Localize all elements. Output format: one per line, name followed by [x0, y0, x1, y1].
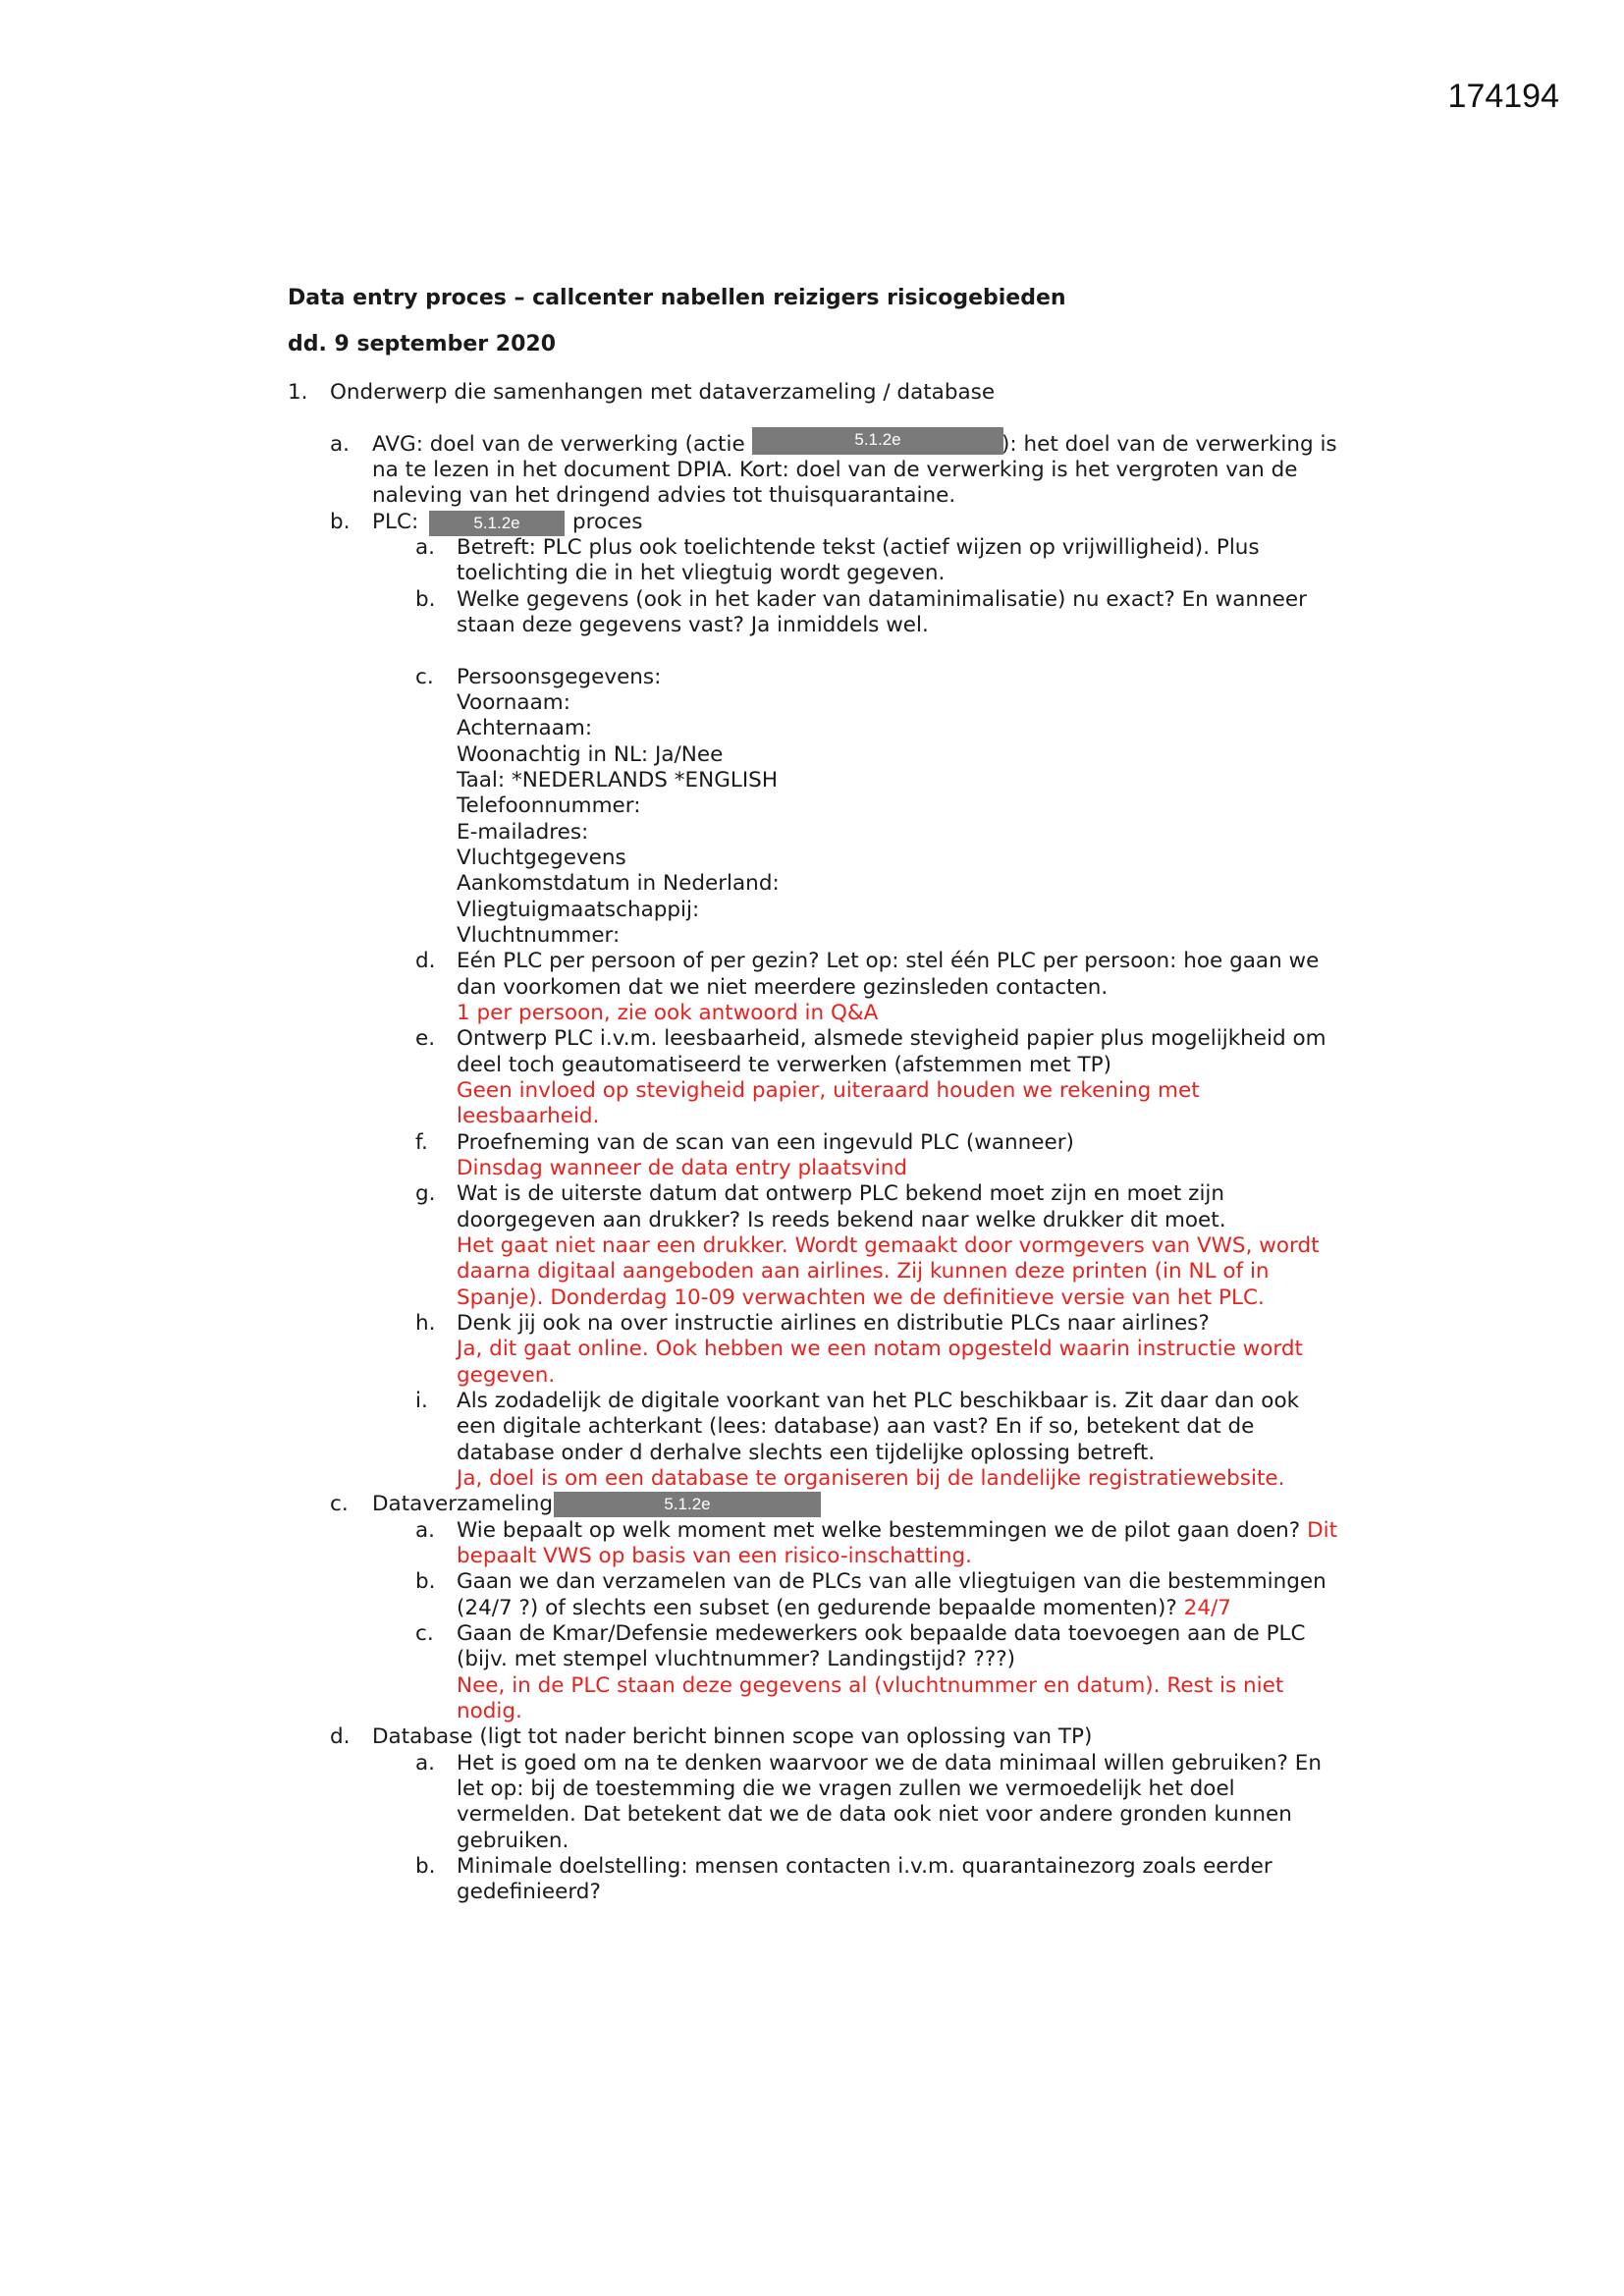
answer-text: 1 per persoon, zie ook antwoord in Q&A: [457, 1001, 879, 1025]
item-marker: d.: [330, 1724, 351, 1749]
subitem-text: Wat is de uiterste datum dat ontwerp PLC bekend moet zijn en moet zijn: [457, 1181, 1225, 1206]
subitem-text: staan deze gegevens vast? Ja inmiddels wel.: [457, 613, 929, 637]
subitem-text: Het is goed om na te denken waarvoor we de data minimaal willen gebruiken? En: [457, 1751, 1322, 1776]
subitem-text: let op: bij de toestemming die we vragen zullen we vermoedelijk het doel: [457, 1777, 1235, 1801]
answer-text: Dit: [1307, 1518, 1338, 1543]
subitem-text: Denk jij ook na over instructie airlines en distributie PLCs naar airlines?: [457, 1311, 1210, 1336]
answer-text: Ja, dit gaat online. Ook hebben we een notam opgesteld waarin instructie wordt: [457, 1337, 1303, 1361]
subitem-marker: a.: [415, 535, 436, 560]
answer-text: gegeven.: [457, 1363, 556, 1388]
subitem-marker: a.: [415, 1751, 436, 1776]
document-date: dd. 9 september 2020: [288, 332, 557, 356]
field-label: Woonachtig in NL: Ja/Nee: [457, 742, 724, 767]
redaction-box: 5.1.2e: [429, 511, 565, 536]
subitem-text: vermelden. Dat betekent dat we de data ook niet voor andere gronden kunnen: [457, 1802, 1292, 1827]
field-label: Taal: *NEDERLANDS *ENGLISH: [457, 768, 778, 793]
answer-text: bepaalt VWS op basis van een risico-inschatting.: [457, 1544, 972, 1568]
field-label: E-mailadres:: [457, 820, 589, 845]
redaction-box: 5.1.2e: [554, 1492, 821, 1517]
subitem-text: (24/7 ?) of slechts een subset (en gedurende bepaalde momenten)? 24/7: [457, 1596, 1231, 1620]
subitem-text: Welke gegevens (ook in het kader van dataminimalisatie) nu exact? En wanneer: [457, 587, 1307, 612]
subitem-text: een digitale achterkant (lees: database) aan vast? En if so, betekent dat de: [457, 1414, 1255, 1439]
answer-text: Ja, doel is om een database te organiseren bij de landelijke registratiewebsite.: [457, 1466, 1285, 1491]
subitem-text: gebruiken.: [457, 1829, 569, 1853]
field-label: Aankomstdatum in Nederland:: [457, 871, 780, 896]
item-c-text: Dataverzameling: [372, 1492, 553, 1516]
subitem-marker: c.: [415, 1621, 434, 1646]
subitem-text: Wie bepaalt op welk moment met welke bestemmingen we de pilot gaan doen? Dit: [457, 1518, 1338, 1543]
item-marker: b.: [330, 510, 351, 534]
item-a-text-1b: ): het doel van de verwerking is: [1001, 432, 1337, 457]
answer-text: Het gaat niet naar een drukker. Wordt gemaakt door vormgevers van VWS, wordt: [457, 1233, 1320, 1258]
subitem-marker: b.: [415, 1569, 436, 1594]
section-heading: Onderwerp die samenhangen met dataverzameling / database: [330, 380, 996, 405]
subitem-marker: b.: [415, 587, 436, 612]
subitem-marker: b.: [415, 1854, 436, 1879]
answer-text: 24/7: [1183, 1596, 1231, 1620]
subitem-marker: c.: [415, 665, 434, 689]
subitem-text: Gaan de Kmar/Defensie medewerkers ook bepaalde data toevoegen aan de PLC: [457, 1621, 1306, 1646]
section-number: 1.: [288, 380, 308, 405]
field-label: Vliegtuigmaatschappij:: [457, 898, 700, 922]
subitem-marker: d.: [415, 949, 436, 973]
subitem-text: doorgegeven aan drukker? Is reeds bekend naar welke drukker dit moet.: [457, 1208, 1226, 1232]
answer-text: nodig.: [457, 1699, 522, 1723]
item-b-text: PLC:: [372, 510, 419, 534]
subitem-marker: e.: [415, 1026, 436, 1051]
document-title: Data entry proces – callcenter nabellen reizigers risicogebieden: [288, 286, 1066, 310]
subitem-marker: f.: [415, 1130, 428, 1155]
subitem-text: Minimale doelstelling: mensen contacten i.v.m. quarantainezorg zoals eerder: [457, 1854, 1272, 1879]
item-a-text-1: AVG: doel van de verwerking (actie: [372, 432, 745, 457]
field-label: Achternaam:: [457, 716, 593, 740]
subitem-text: deel toch geautomatiseerd te verwerken (afstemmen met TP): [457, 1053, 1111, 1077]
field-label: Telefoonnummer:: [457, 793, 641, 818]
item-marker: c.: [330, 1492, 349, 1516]
subitem-text: Betreft: PLC plus ook toelichtende tekst (actief wijzen op vrijwilligheid). Plus: [457, 535, 1260, 560]
field-label: Vluchtgegevens: [457, 846, 626, 870]
answer-text: leesbaarheid.: [457, 1104, 600, 1128]
subitem-text: Proefneming van de scan van een ingevuld PLC (wanneer): [457, 1130, 1074, 1155]
answer-text: daarna digitaal aangeboden aan airlines. Zij kunnen deze printen (in NL of in: [457, 1259, 1270, 1284]
subitem-text: Als zodadelijk de digitale voorkant van het PLC beschikbaar is. Zit daar dan ook: [457, 1389, 1300, 1413]
subitem-marker: h.: [415, 1311, 436, 1336]
subitem-text: Gaan we dan verzamelen van de PLCs van alle vliegtuigen van die bestemmingen: [457, 1569, 1326, 1594]
subitem-text: (bijv. met stempel vluchtnummer? Landingstijd? ???): [457, 1647, 1016, 1671]
answer-text: Dinsdag wanneer de data entry plaatsvind: [457, 1156, 908, 1180]
item-marker: a.: [330, 432, 351, 457]
field-label: Persoonsgegevens:: [457, 665, 662, 689]
field-label: Vluchtnummer:: [457, 923, 621, 948]
subitem-text: gedefinieerd?: [457, 1880, 601, 1904]
subitem-text: Ontwerp PLC i.v.m. leesbaarheid, alsmede stevigheid papier plus mogelijkheid om: [457, 1026, 1326, 1051]
subitem-text: dan voorkomen dat we niet meerdere gezinsleden contacten.: [457, 975, 1109, 1000]
item-b-text-post: proces: [572, 510, 643, 534]
document-number: 174194: [1447, 78, 1559, 115]
item-d-text: Database (ligt tot nader bericht binnen scope van oplossing van TP): [372, 1724, 1093, 1749]
answer-text: Spanje). Donderdag 10-09 verwachten we de definitieve versie van het PLC.: [457, 1285, 1265, 1310]
subitem-text: Eén PLC per persoon of per gezin? Let op: stel één PLC per persoon: hoe gaan we: [457, 949, 1320, 973]
answer-text: Nee, in de PLC staan deze gegevens al (vluchtnummer en datum). Rest is niet: [457, 1673, 1284, 1698]
subitem-text: toelichting die in het vliegtuig wordt gegeven.: [457, 561, 946, 585]
item-a-text-3: naleving van het dringend advies tot thuisquarantaine.: [372, 483, 956, 508]
subitem-text: database onder d derhalve slechts een tijdelijke oplossing betreft.: [457, 1441, 1156, 1465]
answer-text: Geen invloed op stevigheid papier, uiteraard houden we rekening met: [457, 1078, 1200, 1103]
item-a-text-2: na te lezen in het document DPIA. Kort: doel van de verwerking is het vergroten van de: [372, 458, 1298, 482]
subitem-marker: i.: [415, 1389, 428, 1413]
field-label: Voornaam:: [457, 690, 570, 715]
redaction-box: 5.1.2e: [752, 427, 1003, 455]
subitem-marker: a.: [415, 1518, 436, 1543]
subitem-marker: g.: [415, 1181, 436, 1206]
